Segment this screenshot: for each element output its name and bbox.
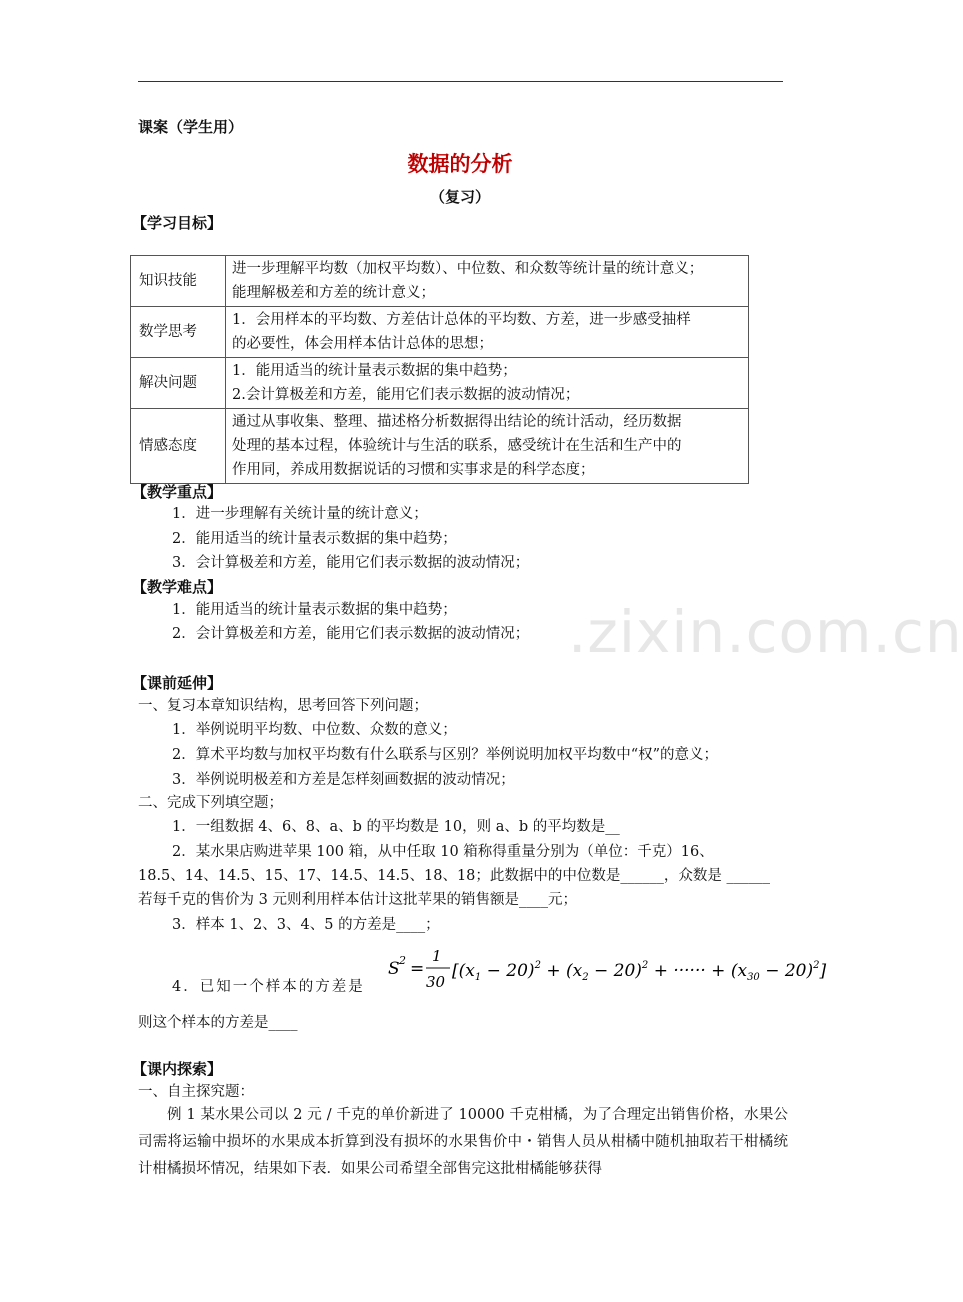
list-item: 1．举例说明平均数、中位数、众数的意义； bbox=[172, 722, 457, 738]
row-key: 情感态度 bbox=[131, 409, 226, 484]
row-content: 1．能用适当的统计量表示数据的集中趋势； 2.会计算极差和方差，能用它们表示数据的波动情况； bbox=[226, 358, 749, 409]
preview-heading: 【课前延伸】 bbox=[132, 674, 223, 692]
svg-text:[(x1 − 20)2 + (x2 − 20)2 + ···: [$(x_1 - 20)^2 + (x_2 - 20)^2$ + ······ + $(x_{30} - 20)^2$] bbox=[452, 960, 827, 983]
list-item: 2．算术平均数与加权平均数有什么联系与区别？举例说明加权平均数中“权”的意义； bbox=[172, 747, 719, 763]
preview-part2: 二、完成下列填空题； bbox=[138, 795, 283, 811]
page-subtitle: （复习） bbox=[429, 188, 490, 206]
table-row bbox=[131, 409, 749, 484]
fill-item-2-cont: 18.5、14、14.5、15、17、14.5、14.5、18、18；此数据中的中位数是______，众数是 ______ bbox=[138, 868, 771, 884]
fill-item-2: 2．某水果店购进苹果 100 箱，从中任取 10 箱称得重量分别为（单位：千克）16、 bbox=[172, 844, 714, 860]
svg-text:30: 30 bbox=[426, 973, 446, 991]
variance-formula bbox=[388, 945, 827, 1000]
example-1-paragraph: 例 1 某水果公司以 2 元 / 千克的单价新进了 10000 千克柑橘，为了合理定出销售价格，水果公司需将运输中损坏的水果成本折算到没有损坏的水果售价中・销售人员从柑橘中随机抽取若干柑橘统计柑橘损坏情况，结果如下表．如果公司希望全部售完这批柑橘能够获得 bbox=[138, 1107, 788, 1177]
row-content: 进一步理解平均数（加权平均数）、中位数、和众数等统计量的统计意义； 能理解极差和方差的统计意义； bbox=[226, 256, 749, 307]
list-item: 2．能用适当的统计量表示数据的集中趋势； bbox=[172, 531, 457, 547]
list-item: 3．举例说明极差和方差是怎样刻画数据的波动情况； bbox=[172, 772, 515, 788]
svg-text:1: 1 bbox=[432, 947, 442, 965]
preview-part1: 一、复习本章知识结构，思考回答下列问题； bbox=[138, 698, 428, 714]
list-item: 1．能用适当的统计量表示数据的集中趋势； bbox=[172, 602, 457, 618]
row-key: 知识技能 bbox=[131, 256, 226, 307]
fill-item-4: 4．已知一个样本的方差是 bbox=[172, 979, 365, 995]
watermark: .zixin.com.cn bbox=[568, 598, 963, 666]
row-content: 通过从事收集、整理、描述格分析数据得出结论的统计活动，经历数据 处理的基本过程，体验统计与生活的联系，感受统计在生活和生产中的 作用同，养成用数据说话的习惯和实事求是的科学态度； bbox=[226, 409, 749, 484]
table-row bbox=[131, 358, 749, 409]
explore-part1: 一、自主探究题： bbox=[138, 1084, 254, 1100]
svg-text:S: S bbox=[388, 959, 400, 979]
fill-item-2-cont: 若每千克的售价为 3 元则利用样本估计这批苹果的销售额是____元； bbox=[138, 892, 577, 908]
list-item: 2．会计算极差和方差，能用它们表示数据的波动情况； bbox=[172, 626, 530, 642]
list-item: 3．会计算极差和方差，能用它们表示数据的波动情况； bbox=[172, 555, 530, 571]
top-rule bbox=[138, 81, 783, 82]
row-key: 数学思考 bbox=[131, 307, 226, 358]
difficulties-heading: 【教学难点】 bbox=[132, 578, 223, 596]
list-item: 1．进一步理解有关统计量的统计意义； bbox=[172, 506, 428, 522]
row-content: 1．会用样本的平均数、方差估计总体的平均数、方差，进一步感受抽样 的必要性，体会用样本估计总体的思想； bbox=[226, 307, 749, 358]
document-header: 课案（学生用） bbox=[138, 118, 244, 136]
objectives-table bbox=[130, 255, 749, 484]
objectives-heading: 【学习目标】 bbox=[132, 214, 223, 232]
table-row bbox=[131, 307, 749, 358]
row-key: 解决问题 bbox=[131, 358, 226, 409]
fill-item-3: 3．样本 1、2、3、4、5 的方差是____； bbox=[172, 917, 440, 933]
svg-text:=: = bbox=[410, 959, 425, 979]
fill-item-1: 1．一组数据 4、6、8、a、b 的平均数是 10，则 a、b 的平均数是__ bbox=[172, 819, 620, 835]
svg-text:2: 2 bbox=[399, 954, 406, 967]
table-row bbox=[131, 256, 749, 307]
key-points-heading: 【教学重点】 bbox=[132, 483, 223, 501]
explore-heading: 【课内探索】 bbox=[132, 1060, 223, 1078]
fill-item-4-cont: 则这个样本的方差是____ bbox=[138, 1015, 298, 1031]
page-title: 数据的分析 bbox=[407, 151, 513, 176]
